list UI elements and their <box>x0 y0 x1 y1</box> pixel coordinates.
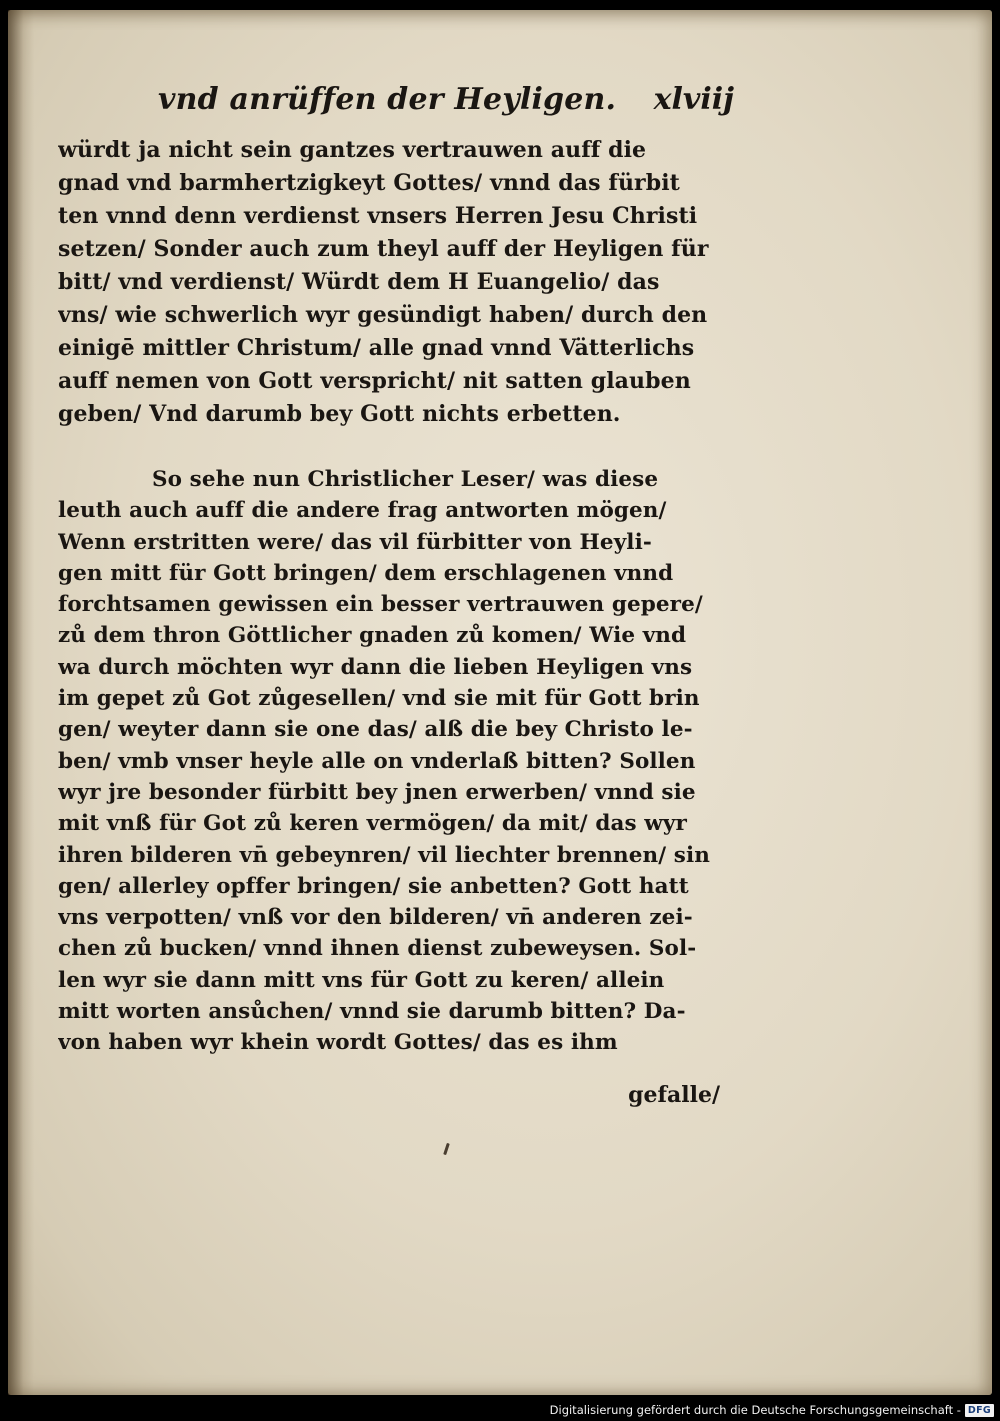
text-line: gnad vnd barmhertzigkeyt Gottes/ vnnd das fürbit <box>58 170 680 196</box>
text-line: wyr jre besonder fürbitt bey jnen erwerben/ vnnd sie <box>58 779 696 805</box>
running-head <box>58 82 734 128</box>
text-line: chen zů bucken/ vnnd ihnen dienst zubeweysen. Sol- <box>58 936 697 962</box>
text-line: ihren bilderen vn̄ gebeynren/ vil liechter brennen/ sin <box>58 842 710 868</box>
text-line: So sehe nun Christlicher Leser/ was diese <box>152 467 659 492</box>
text-line: im gepet zů Got zůgesellen/ vnd sie mit für Gott brin <box>58 686 700 712</box>
text-line: mit vnß für Got zů keren vermögen/ da mit/ das wyr <box>58 811 687 837</box>
footer-credit: Digitalisierung gefördert durch die Deutsche Forschungsgemeinschaft - <box>549 1403 961 1417</box>
text-line: einigē mittler Christum/ alle gnad vnnd Vätterlichs <box>58 335 695 361</box>
catchword: gefalle/ <box>628 1082 720 1108</box>
text-line: ben/ vmb vnser heyle alle on vnderlaß bitten? Sollen <box>58 748 696 774</box>
text-line: forchtsamen gewissen ein besser vertrauwen gepere/ <box>58 592 703 618</box>
text-line: gen/ weyter dann sie one das/ alß die bey Christo le- <box>58 717 693 743</box>
text-line: leuth auch auff die andere frag antworten mögen/ <box>58 498 667 524</box>
running-title: vnd anrüffen der Heyligen. <box>158 82 617 117</box>
text-line: wa durch möchten wyr dann die lieben Heyligen vns <box>58 654 693 680</box>
dfg-logo: DFG <box>965 1404 994 1417</box>
text-line: auff nemen von Gott verspricht/ nit satten glauben <box>58 368 691 394</box>
text-line: geben/ Vnd darumb bey Gott nichts erbetten. <box>58 401 621 427</box>
paragraph-2 <box>58 464 738 1059</box>
text-line: würdt ja nicht sein gantzes vertrauwen auff die <box>58 137 647 163</box>
page-gutter-shadow <box>8 10 34 1395</box>
text-line: zů dem thron Göttlicher gnaden zů komen/ Wie vnd <box>58 623 687 649</box>
paragraph-1 <box>58 134 738 431</box>
text-line: ten vnnd denn verdienst vnsers Herren Jesu Christi <box>58 203 698 229</box>
text-line: bitt/ vnd verdienst/ Würdt dem H Euangelio/ das <box>58 269 660 295</box>
text-line: von haben wyr khein wordt Gottes/ das es ihm <box>58 1030 618 1056</box>
text-line: vns verpotten/ vnß vor den bilderen/ vn̄ anderen zei- <box>58 905 693 931</box>
text-line: gen/ allerley opffer bringen/ sie anbetten? Gott hatt <box>58 873 689 899</box>
digitization-footer <box>550 1401 994 1419</box>
text-line: setzen/ Sonder auch zum theyl auff der Heyligen für <box>58 236 709 262</box>
text-line: gen mitt für Gott bringen/ dem erschlagenen vnnd <box>58 560 674 586</box>
text-line: len wyr sie dann mitt vns für Gott zu keren/ allein <box>58 967 665 993</box>
folio-number: xlviij <box>653 82 734 117</box>
text-line: vns/ wie schwerlich wyr gesündigt haben/ durch den <box>58 302 708 328</box>
text-line: mitt worten ansůchen/ vnnd sie darumb bitten? Da- <box>58 999 686 1025</box>
text-line: Wenn erstritten were/ das vil fürbitter von Heyli- <box>58 529 652 555</box>
